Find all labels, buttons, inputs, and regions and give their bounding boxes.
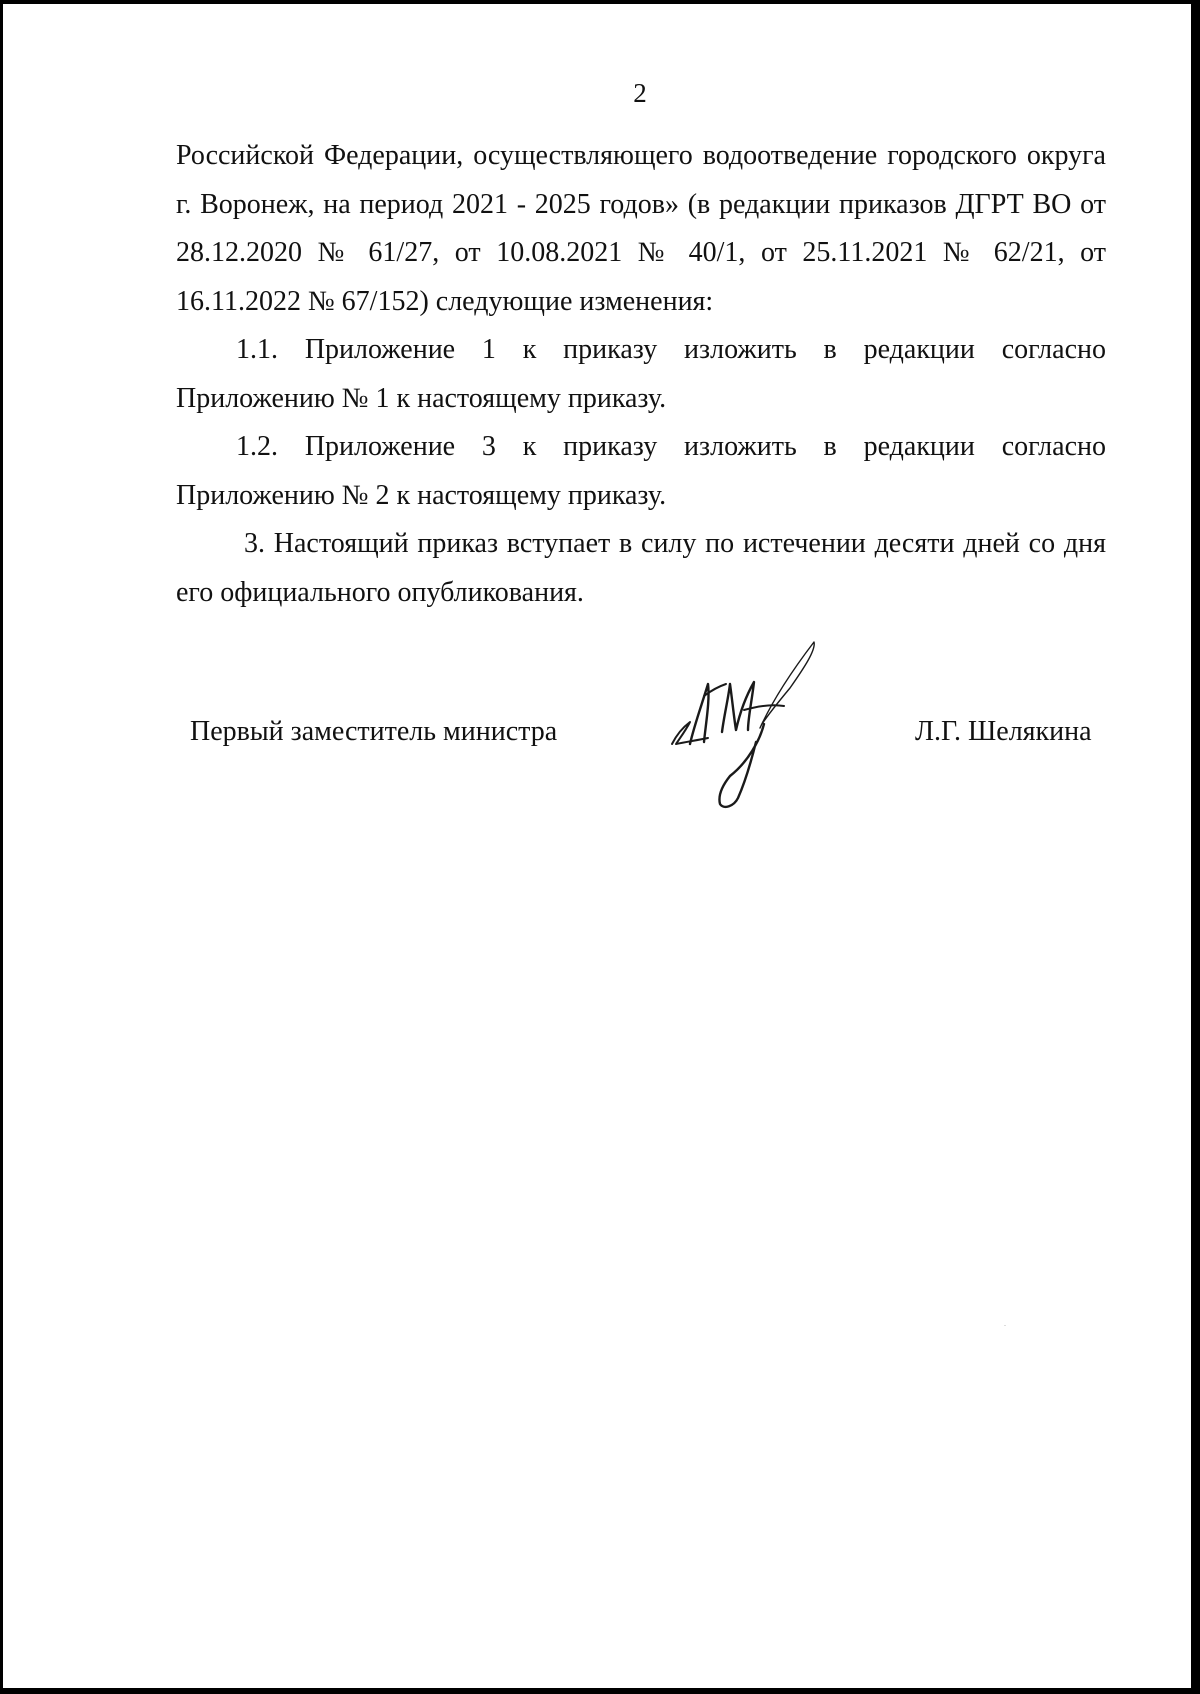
paragraph-item-3: 3. Настоящий приказ вступает в силу по истечении десяти дней со дня его официального опубликования. bbox=[176, 528, 1106, 608]
signatory-position: Первый заместитель министра bbox=[190, 716, 558, 747]
paragraph-amendments-intro: Российской Федерации, осуществляющего водоотведение городского округа г. Воронеж, на период 2021 - 2025 годов» (в редакции приказов ДГРТ ВО от 28.12.2020 № 61/27, от 10.08.2021 № 40/1, от 25.11.2021 № 62/21, от 16.11.2022 № 67/152) следующие изменения: bbox=[176, 140, 1106, 317]
signature-block bbox=[0, 640, 1200, 820]
signatory-name: Л.Г. Шелякина bbox=[915, 716, 1092, 747]
handwritten-signature bbox=[664, 640, 844, 816]
scan-speck bbox=[1004, 1325, 1006, 1326]
page-number: 2 bbox=[633, 78, 647, 108]
paragraph-item-1-1: 1.1. Приложение 1 к приказу изложить в редакции согласно Приложению № 1 к настоящему приказу. bbox=[176, 334, 1106, 414]
paragraph-item-1-2: 1.2. Приложение 3 к приказу изложить в редакции согласно Приложению № 2 к настоящему приказу. bbox=[176, 431, 1106, 511]
document-body bbox=[176, 132, 1106, 617]
